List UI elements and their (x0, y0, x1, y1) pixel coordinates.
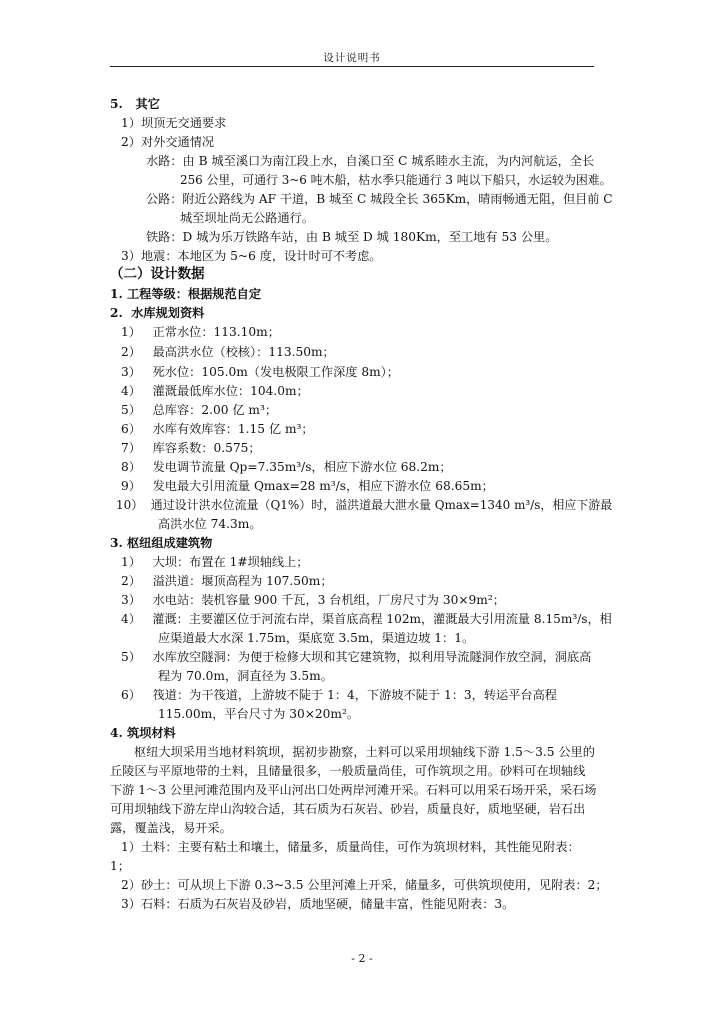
list-item: 4） 灌溉最低库水位：104.0m； (121, 384, 309, 398)
list-item: 3） 死水位：105.0m（发电极限工作深度 8m）； (121, 365, 399, 379)
list-item: 2） 溢洪道：堰顶高程为 107.50m； (121, 574, 333, 588)
list-item: 7） 库容系数：0.575； (121, 441, 261, 455)
list-item: 1）坝顶无交通要求 (121, 116, 227, 130)
subsection-heading: 3. 枢纽组成建筑物 (110, 536, 213, 550)
list-item: 1） 大坝：布置在 1#坝轴线上； (121, 555, 309, 569)
list-item: 9） 发电最大引用流量 Qmax=28 m³/s，相应下游水位 68.65m； (121, 479, 494, 493)
paragraph-line: 256 公里，可通行 3~6 吨木船，枯水季只能通行 3 吨以下船只，水运较为困难。 (180, 173, 612, 187)
header-rule (110, 66, 594, 67)
list-item: 8） 发电调节流量 Qp=7.35m³/s，相应下游水位 68.2m； (121, 460, 452, 474)
list-item: 3）地震：本地区为 5~6 度，设计时可不考虑。 (121, 249, 382, 263)
list-item-continuation: 1； (110, 859, 130, 873)
subsection-heading: 2. 水库规划资料 (110, 306, 205, 320)
section-heading: 5. 其它 (110, 97, 160, 111)
paragraph-line: 水路：由 B 城至溪口为南江段上水，自溪口至 C 城系睦水主流，为内河航运，全长 (146, 154, 595, 168)
list-item: 6） 水库有效库容：1.15 亿 m³； (121, 422, 314, 436)
list-item: 4） 灌溉：主要灌区位于河流右岸，渠首底高程 102m，灌溉最大引用流量 8.15m³/s，相 (121, 612, 612, 626)
list-item: 6） 筏道：为干筏道，上游坡不陡于 1：4，下游坡不陡于 1：3，转运平台高程 (121, 688, 557, 702)
section-heading: （二）设计数据 (110, 266, 205, 282)
paragraph-line: 公路：附近公路线为 AF 干道，B 城至 C 城段全长 365Km，晴雨畅通无阻，但目前 C (146, 192, 613, 206)
subsection-heading: 4. 筑坝材料 (110, 726, 176, 740)
paragraph-line: 丘陵区与平原地带的土料，且储量很多，一般质量尚佳，可作筑坝之用。砂料可在坝轴线 (110, 764, 586, 778)
list-item: 1）土料：主要有粘土和壤土，储量多，质量尚佳，可作为筑坝材料，其性能见附表： (121, 840, 580, 854)
list-item: 5） 总库容：2.00 亿 m³； (121, 403, 278, 417)
list-item: 3）石料：石质为石灰岩及砂岩，质地坚硬，储量丰富，性能见附表：3。 (121, 897, 515, 911)
paragraph-line: 枢纽大坝采用当地材料筑坝，据初步勘察，土料可以采用坝轴线下游 1.5～3.5 公里的 (134, 745, 595, 759)
page-number: - 2 - (351, 952, 373, 965)
list-item-continuation: 高洪水位 74.3m。 (158, 517, 262, 531)
list-item: 10） 通过设计洪水位流量（Q1%）时，溢洪道最大泄水量 Qmax=1340 m³/s，相应下游最 (116, 498, 613, 512)
list-item: 5） 水库放空隧洞：为便于检修大坝和其它建筑物，拟利用导流隧洞作放空洞，洞底高 (121, 650, 592, 664)
paragraph-line: 可用坝轴线下游左岸山沟较合适，其石质为石灰岩、砂岩，质量良好，质地坚硬，岩石出 (110, 802, 586, 816)
paragraph-line: 下游 1～3 公里河滩范围内及平山河出口处两岸河滩开采。石料可以用采石场开采，采石场 (110, 783, 597, 797)
list-item: 3） 水电站：装机容量 900 千瓦，3 台机组，厂房尺寸为 30×9m²； (121, 593, 505, 607)
subsection-heading: 1. 工程等级：根据规范自定 (110, 287, 262, 301)
list-item: 2） 最高洪水位（校核）：113.50m； (121, 345, 335, 359)
list-item: 2）对外交通情况 (121, 135, 215, 149)
list-item-continuation: 应渠道最大水深 1.75m，渠底宽 3.5m，渠道边坡 1：1。 (158, 631, 475, 645)
page-header-title: 设计说明书 (323, 52, 381, 64)
list-item-continuation: 程为 70.0m，洞直径为 3.5m。 (158, 669, 333, 683)
list-item-continuation: 115.00m，平台尺寸为 30×20m²。 (158, 707, 360, 721)
paragraph-line: 铁路：D 城为乐万铁路车站，由 B 城至 D 城 180Km，至工地有 53 公里。 (146, 230, 558, 244)
list-item: 1） 正常水位：113.10m； (121, 325, 280, 339)
paragraph-line: 露，覆盖浅，易开采。 (110, 821, 232, 835)
paragraph-line: 城至坝址尚无公路通行。 (180, 211, 315, 225)
list-item: 2）砂土：可从坝上下游 0.3~3.5 公里河滩上开采，储量多，可供筑坝使用，见附表：2； (121, 878, 608, 892)
